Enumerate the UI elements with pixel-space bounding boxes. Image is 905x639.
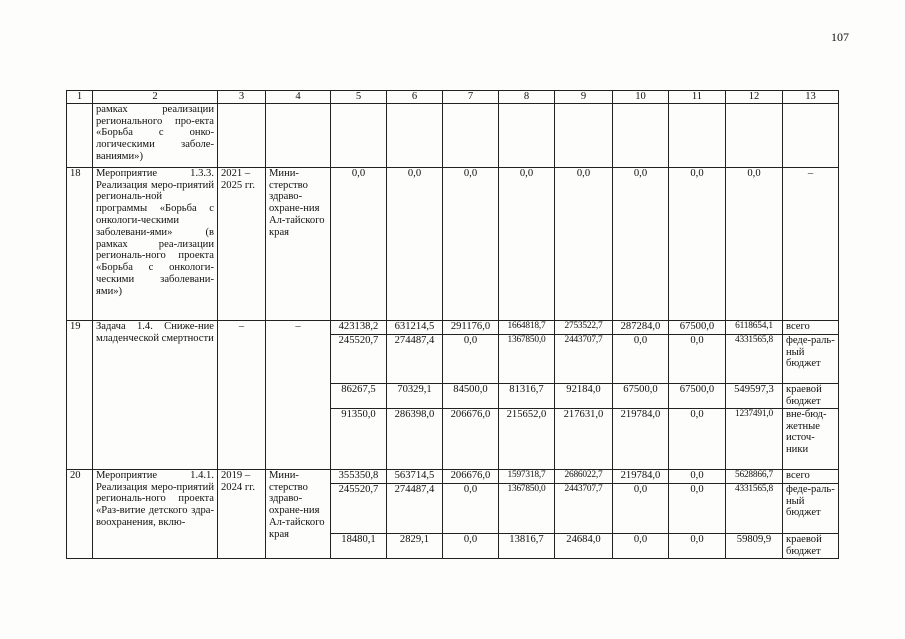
value-cell: 206676,0 xyxy=(443,469,499,483)
value-cell: 81316,7 xyxy=(499,383,555,408)
row-number-cell xyxy=(67,103,93,167)
value-cell: 0,0 xyxy=(669,408,726,469)
executor-cell: Мини-стерство здраво-охране-ния Ал-тайского края xyxy=(266,469,331,558)
header-cell: 10 xyxy=(613,91,669,104)
source-cell: вне-бюд-жетные источ-ники xyxy=(783,408,839,469)
value-cell: 0,0 xyxy=(499,167,555,320)
value-cell: 0,0 xyxy=(555,167,613,320)
value-cell: 0,0 xyxy=(726,167,783,320)
value-cell: 0,0 xyxy=(331,167,387,320)
budget-table xyxy=(66,90,839,559)
value-cell: 245520,7 xyxy=(331,483,387,533)
value-cell: 245520,7 xyxy=(331,334,387,383)
value-cell: 1237491,0 xyxy=(726,408,783,469)
value-cell: 4331565,8 xyxy=(726,483,783,533)
executor-cell: Мини-стерство здраво-охране-ния Ал-тайского края xyxy=(266,167,331,320)
value-cell: 287284,0 xyxy=(613,320,669,334)
table-row xyxy=(67,320,839,334)
value-cell: 1367850,0 xyxy=(499,483,555,533)
value-cell: 4331565,8 xyxy=(726,334,783,383)
value-cell: 217631,0 xyxy=(555,408,613,469)
row-number-cell: 19 xyxy=(67,320,93,469)
value-cell: 0,0 xyxy=(387,167,443,320)
value-cell: 0,0 xyxy=(443,334,499,383)
value-cell: 24684,0 xyxy=(555,533,613,558)
header-cell: 3 xyxy=(218,91,266,104)
value-cell: 91350,0 xyxy=(331,408,387,469)
value-cell: 631214,5 xyxy=(387,320,443,334)
value-cell: 274487,4 xyxy=(387,334,443,383)
value-cell: 84500,0 xyxy=(443,383,499,408)
value-cell: 0,0 xyxy=(669,334,726,383)
name-cell: Задача 1.4. Сниже-ние младенческой смертности xyxy=(93,320,218,469)
executor-cell: – xyxy=(266,320,331,469)
table-row xyxy=(67,167,839,320)
value-cell: 1597318,7 xyxy=(499,469,555,483)
header-cell: 9 xyxy=(555,91,613,104)
value-cell: 219784,0 xyxy=(613,469,669,483)
page-number: 107 xyxy=(831,30,849,44)
source-cell: феде-раль-ный бюджет xyxy=(783,483,839,533)
value-cell: 0,0 xyxy=(443,533,499,558)
value-cell: 2686022,7 xyxy=(555,469,613,483)
period-cell: – xyxy=(218,320,266,469)
value-cell: 5628866,7 xyxy=(726,469,783,483)
name-cell: рамках реализации регионального про-екта «Борьба с онко-логическими заболе-ваниями») xyxy=(93,103,218,167)
name-cell: Мероприятие 1.4.1. Реализация меро-приятий региональ-ного проекта «Раз-витие детского здра-воохранения, вклю- xyxy=(93,469,218,558)
value-cell: 2443707,7 xyxy=(555,334,613,383)
header-cell: 8 xyxy=(499,91,555,104)
header-cell: 13 xyxy=(783,91,839,104)
value-cell: 70329,1 xyxy=(387,383,443,408)
value-cell: 67500,0 xyxy=(613,383,669,408)
value-cell: 0,0 xyxy=(443,167,499,320)
value-cell: 2829,1 xyxy=(387,533,443,558)
value-cell: 0,0 xyxy=(443,483,499,533)
value-cell: 549597,3 xyxy=(726,383,783,408)
value-cell: 215652,0 xyxy=(499,408,555,469)
table-row xyxy=(67,103,839,167)
row-number-cell: 18 xyxy=(67,167,93,320)
value-cell: 86267,5 xyxy=(331,383,387,408)
value-cell: 0,0 xyxy=(613,533,669,558)
period-cell: 2019 – 2024 гг. xyxy=(218,469,266,558)
value-cell: 0,0 xyxy=(669,483,726,533)
header-cell: 11 xyxy=(669,91,726,104)
value-cell: 0,0 xyxy=(669,469,726,483)
source-cell: – xyxy=(783,167,839,320)
period-cell: 2021 – 2025 гг. xyxy=(218,167,266,320)
value-cell: 563714,5 xyxy=(387,469,443,483)
table-row xyxy=(67,469,839,483)
source-cell: краевой бюджет xyxy=(783,383,839,408)
value-cell: 1664818,7 xyxy=(499,320,555,334)
value-cell: 59809,9 xyxy=(726,533,783,558)
value-cell: 286398,0 xyxy=(387,408,443,469)
name-cell: Мероприятие 1.3.3. Реализация меро-приятий региональ-ной программы «Борьба с онкологи-ческими заболевани-ями» (в рамках реа-лизации региональ-ного проекта «Борьба с онкологи-ческими заболевани-ями») xyxy=(93,167,218,320)
source-cell: всего xyxy=(783,469,839,483)
source-cell: краевой бюджет xyxy=(783,533,839,558)
value-cell: 0,0 xyxy=(669,167,726,320)
value-cell: 67500,0 xyxy=(669,320,726,334)
value-cell: 0,0 xyxy=(613,483,669,533)
value-cell: 2753522,7 xyxy=(555,320,613,334)
header-cell: 6 xyxy=(387,91,443,104)
header-row xyxy=(67,91,839,104)
value-cell: 291176,0 xyxy=(443,320,499,334)
value-cell: 0,0 xyxy=(613,334,669,383)
value-cell: 0,0 xyxy=(669,533,726,558)
header-cell: 2 xyxy=(93,91,218,104)
value-cell: 219784,0 xyxy=(613,408,669,469)
value-cell: 18480,1 xyxy=(331,533,387,558)
value-cell: 6118654,1 xyxy=(726,320,783,334)
value-cell: 67500,0 xyxy=(669,383,726,408)
header-cell: 12 xyxy=(726,91,783,104)
header-cell: 4 xyxy=(266,91,331,104)
value-cell: 355350,8 xyxy=(331,469,387,483)
value-cell: 13816,7 xyxy=(499,533,555,558)
value-cell: 274487,4 xyxy=(387,483,443,533)
source-cell: феде-раль-ный бюджет xyxy=(783,334,839,383)
value-cell: 1367850,0 xyxy=(499,334,555,383)
value-cell: 2443707,7 xyxy=(555,483,613,533)
value-cell: 0,0 xyxy=(613,167,669,320)
value-cell: 92184,0 xyxy=(555,383,613,408)
value-cell: 206676,0 xyxy=(443,408,499,469)
header-cell: 7 xyxy=(443,91,499,104)
header-cell: 5 xyxy=(331,91,387,104)
header-cell: 1 xyxy=(67,91,93,104)
source-cell: всего xyxy=(783,320,839,334)
row-number-cell: 20 xyxy=(67,469,93,558)
value-cell: 423138,2 xyxy=(331,320,387,334)
